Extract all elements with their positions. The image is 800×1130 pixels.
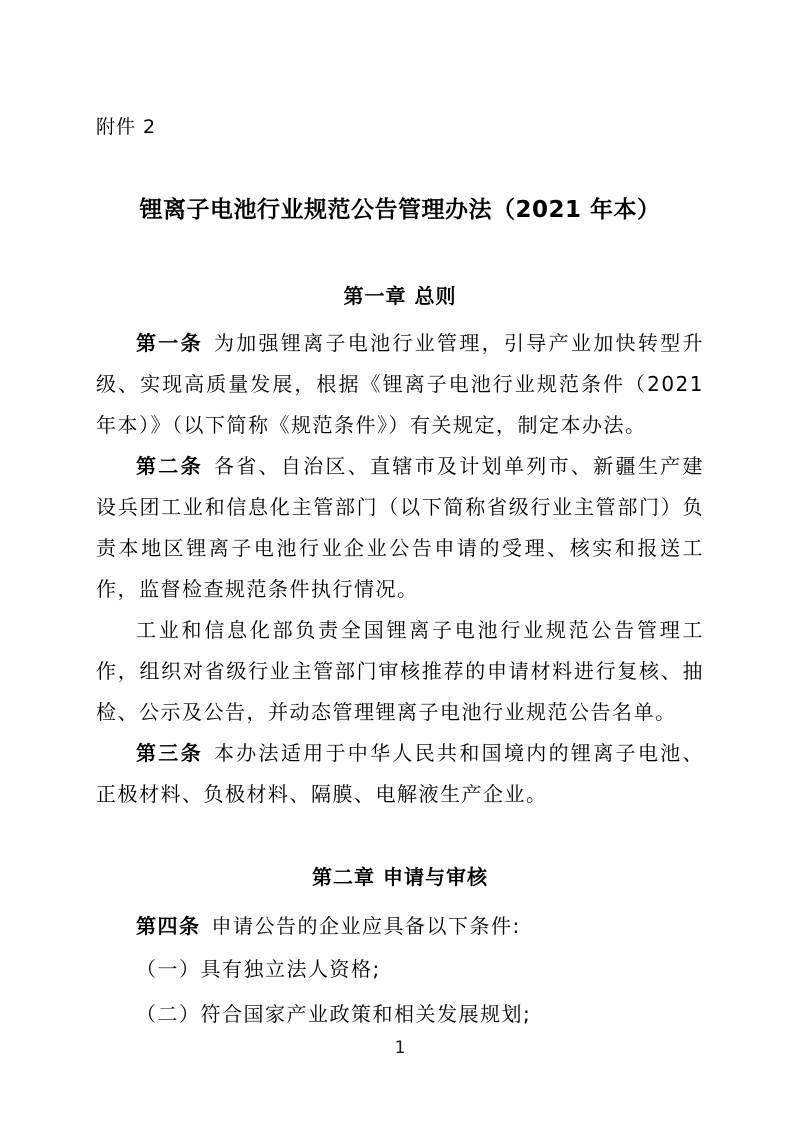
page-number: 1 <box>394 1038 406 1058</box>
document-title: 锂离子电池行业规范公告管理办法（2021 年本） <box>139 197 661 223</box>
article-4-label: 第四条 <box>136 914 201 938</box>
article-3-paragraph <box>96 733 704 815</box>
article-2-text: 各省、自治区、直辖市及计划单列市、新疆生产建设兵团工业和信息化主管部门（以下简称省级行业主管部门）负责本地区锂离子电池行业企业公告申请的受理、核实和报送工作，监督检查规范条件执行情况。 <box>96 454 704 601</box>
item-2-text: （二）符合国家产业政策和相关发展规划; <box>136 1002 532 1026</box>
article-1-text: 为加强锂离子电池行业管理，引导产业加快转型升级、实现高质量发展，根据《锂离子电池行业规范条件（2021 年本）》（以下简称《规范条件》）有关规定，制定本办法。 <box>96 331 704 437</box>
attachment-label: 附件 2 <box>96 116 157 138</box>
article-4-text: 申请公告的企业应具备以下条件: <box>211 914 521 938</box>
article-2-paragraph <box>96 446 704 610</box>
article-4-item-1 <box>96 947 704 992</box>
article-3-text: 本办法适用于中华人民共和国境内的锂离子电池、正极材料、负极材料、隔膜、电解液生产企业。 <box>96 741 704 806</box>
article-4-item-2 <box>96 992 704 1037</box>
article-4-paragraph <box>96 906 704 947</box>
article-3-label: 第三条 <box>136 741 203 765</box>
article-2-label: 第二条 <box>136 454 203 478</box>
article-2b-text: 工业和信息化部负责全国锂离子电池行业规范公告管理工作，组织对省级行业主管部门审核推荐的申请材料进行复核、抽检、公示及公告，并动态管理锂离子电池行业规范公告名单。 <box>96 618 704 724</box>
article-1-paragraph <box>96 323 704 446</box>
chapter-2-heading: 第二章 申请与审核 <box>312 865 488 889</box>
chapter-1-heading: 第一章 总则 <box>343 284 457 308</box>
article-2-continuation-paragraph <box>96 610 704 733</box>
item-1-text: （一）具有独立法人资格; <box>136 957 381 981</box>
article-1-label: 第一条 <box>136 331 203 355</box>
